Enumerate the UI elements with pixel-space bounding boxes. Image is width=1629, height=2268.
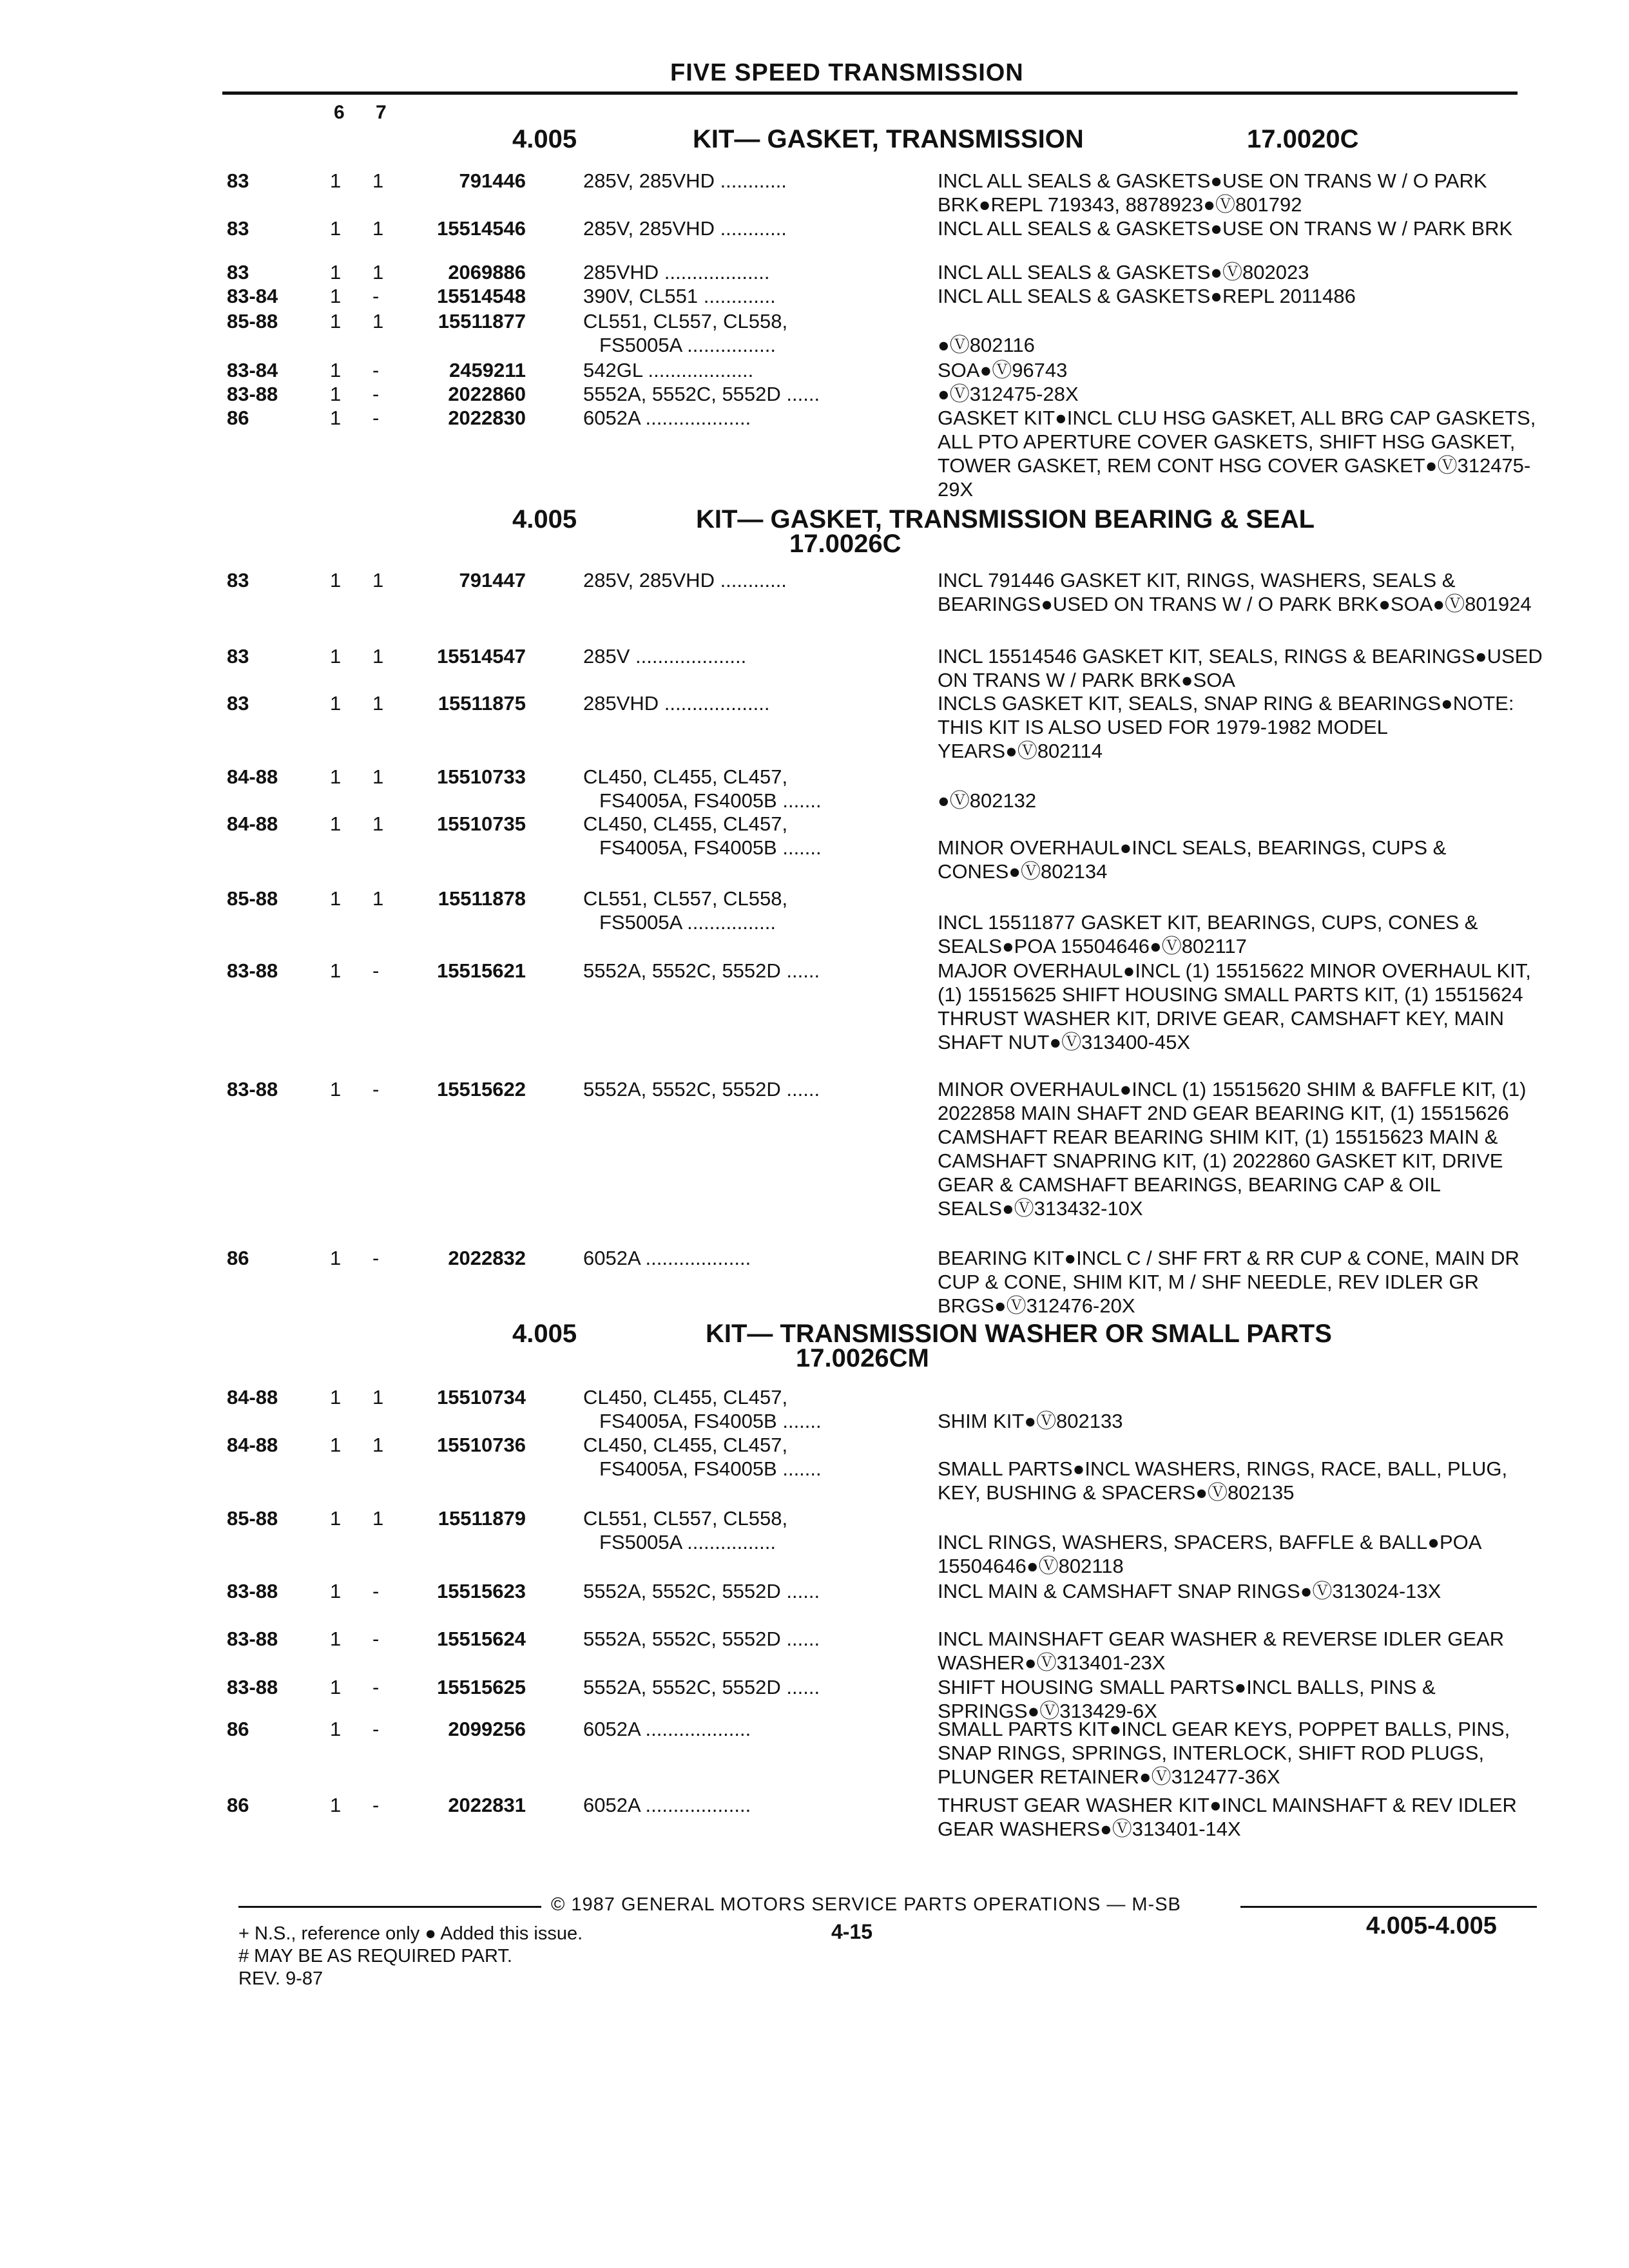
part-number: 2459211 [449,359,526,381]
model-year: 86 [227,1794,249,1816]
model-year: 85-88 [227,310,278,332]
quantity-marker: - [372,1580,380,1602]
page-title: FIVE SPEED TRANSMISSION [670,59,1024,86]
part-number: 15510736 [437,1434,526,1456]
quantity-marker: 1 [372,310,384,332]
quantity: 1 [330,1676,342,1698]
section-number: 4.005 [512,505,577,533]
model-year: 83 [227,569,249,591]
model-line: CL450, CL455, CL457, [583,812,788,835]
section-code: 17.0026CM [796,1344,929,1372]
quantity-marker: - [372,383,380,405]
part-description: INCLS GASKET KIT, SEALS, SNAP RING & BEARINGS●NOTE: THIS KIT IS ALSO USED FOR 1979-1982 MODEL YEARS●Ⓥ802114 [938,692,1514,762]
footer-rule-left [238,1906,541,1908]
model-line: CL450, CL455, CL457, [583,1386,788,1408]
part-description: SMALL PARTS●INCL WASHERS, RINGS, RACE, BALL, PLUG, KEY, BUSHING & SPACERS●Ⓥ802135 [938,1457,1508,1504]
part-number: 15515625 [437,1676,526,1698]
model-line: 5552A, 5552C, 5552D ...... [583,383,820,405]
part-number: 2069886 [448,261,526,284]
quantity: 1 [330,1507,342,1530]
part-number: 15511878 [438,887,526,910]
model-line: 5552A, 5552C, 5552D ...... [583,1628,820,1650]
model-year: 86 [227,1247,249,1269]
model-line: 5552A, 5552C, 5552D ...... [583,1676,820,1698]
quantity-marker: 1 [372,765,384,788]
quantity-marker: 1 [372,169,384,192]
quantity-marker: - [372,407,380,429]
quantity: 1 [330,217,342,240]
part-description: MINOR OVERHAUL●INCL SEALS, BEARINGS, CUPS & CONES●Ⓥ802134 [938,836,1447,883]
part-number: 15514548 [437,285,526,307]
quantity: 1 [330,959,342,982]
quantity: 1 [330,692,342,715]
model-line: 285VHD ................... [583,261,770,284]
part-description: INCL ALL SEALS & GASKETS●Ⓥ802023 [938,261,1309,284]
model-year: 83 [227,261,249,284]
model-year: 83-88 [227,383,278,405]
quantity-marker: - [372,1718,380,1740]
part-number: 15510733 [437,765,526,788]
quantity-marker: - [372,1078,380,1100]
section-title: KIT— TRANSMISSION WASHER OR SMALL PARTS [706,1320,1332,1348]
model-year: 83-84 [227,359,278,381]
quantity-marker: 1 [372,217,384,240]
part-number: 15510735 [437,812,526,835]
quantity-marker: - [372,1247,380,1269]
model-year: 83-88 [227,1676,278,1698]
model-line: 6052A ................... [583,1794,751,1816]
footer-note-required: # MAY BE AS REQUIRED PART. [238,1946,512,1966]
model-year: 83-88 [227,1078,278,1100]
model-line: CL551, CL557, CL558, [583,1507,788,1530]
quantity-marker: 1 [372,812,384,835]
part-description: MINOR OVERHAUL●INCL (1) 15515620 SHIM & BAFFLE KIT, (1) 2022858 MAIN SHAFT 2ND GEAR BEARING KIT, (1) 15515626 CAMSHAFT REAR BEARING SHIM KIT, (1) 15515623 MAIN & CAMSHAFT SNAPRING KIT, (1) 2022860 GASKET KIT, DRIVE GEAR & CAMSHAFT BEARINGS, BEARING CAP & OIL SEALS●Ⓥ313432-10X [938,1078,1527,1220]
part-number: 2099256 [448,1718,526,1740]
model-line: 285V, 285VHD ............ [583,169,787,192]
model-year: 83-88 [227,959,278,982]
model-line: FS5005A ................ [599,1531,776,1553]
part-description: SOA●Ⓥ96743 [938,359,1068,381]
part-number: 15515621 [437,959,526,982]
model-line: CL450, CL455, CL457, [583,765,788,788]
part-description: INCL MAINSHAFT GEAR WASHER & REVERSE IDLER GEAR WASHER●Ⓥ313401-23X [938,1628,1505,1674]
section-header [512,506,1543,558]
title-rule [222,91,1518,95]
quantity-marker: 1 [372,261,384,284]
footer-copyright: © 1987 GENERAL MOTORS SERVICE PARTS OPERATIONS — M-SB [551,1894,1181,1915]
part-number: 2022830 [448,407,526,429]
model-line: CL551, CL557, CL558, [583,310,788,332]
part-number: 15510734 [437,1386,526,1408]
model-year: 84-88 [227,765,278,788]
part-description: SHIM KIT●Ⓥ802133 [938,1410,1123,1432]
part-description: BEARING KIT●INCL C / SHF FRT & RR CUP & CONE, MAIN DR CUP & CONE, SHIM KIT, M / SHF NEEDLE, REV IDLER GR BRGS●Ⓥ312476-20X [938,1247,1519,1317]
part-description: ●Ⓥ802132 [938,789,1037,812]
part-number: 15511875 [438,692,526,715]
model-line: 285V, 285VHD ............ [583,569,787,591]
part-description: GASKET KIT●INCL CLU HSG GASKET, ALL BRG CAP GASKETS, ALL PTO APERTURE COVER GASKETS, SHIFT HSG GASKET, TOWER GASKET, REM CONT HSG COVER GASKET●Ⓥ312475-29X [938,407,1536,501]
quantity: 1 [330,765,342,788]
quantity-marker: 1 [372,1434,384,1456]
part-description: INCL ALL SEALS & GASKETS●USE ON TRANS W / O PARK BRK●REPL 719343, 8878923●Ⓥ801792 [938,169,1487,216]
model-line: 285V, 285VHD ............ [583,217,787,240]
part-number: 15515623 [437,1580,526,1602]
column-header-7: 7 [376,102,387,123]
quantity: 1 [330,285,342,307]
quantity: 1 [330,645,342,668]
part-description: INCL 15511877 GASKET KIT, BEARINGS, CUPS, CONES & SEALS●POA 15504646●Ⓥ802117 [938,911,1478,957]
quantity-marker: 1 [372,692,384,715]
model-line: 285V .................... [583,645,747,668]
model-line: FS4005A, FS4005B ....... [599,789,822,812]
part-number: 2022831 [448,1794,526,1816]
quantity-marker: - [372,285,380,307]
part-number: 15515624 [437,1628,526,1650]
part-description: INCL 15514546 GASKET KIT, SEALS, RINGS & BEARINGS●USED ON TRANS W / PARK BRK●SOA [938,645,1543,691]
part-number: 791446 [459,169,526,192]
quantity: 1 [330,359,342,381]
footer-rule-right [1240,1906,1537,1908]
model-line: 6052A ................... [583,1247,751,1269]
part-description: ●Ⓥ312475-28X [938,383,1079,405]
quantity: 1 [330,1078,342,1100]
section-code: 17.0020C [1247,125,1359,153]
model-line: FS4005A, FS4005B ....... [599,836,822,859]
model-line: FS4005A, FS4005B ....... [599,1410,822,1432]
part-description: MAJOR OVERHAUL●INCL (1) 15515622 MINOR OVERHAUL KIT, (1) 15515625 SHIFT HOUSING SMALL PARTS KIT, (1) 15515624 THRUST WASHER KIT, DRIVE GEAR, CAMSHAFT KEY, MAIN SHAFT NUT●Ⓥ313400-45X [938,959,1531,1053]
part-description: SMALL PARTS KIT●INCL GEAR KEYS, POPPET BALLS, PINS, SNAP RINGS, SPRINGS, INTERLOCK, SHIFT ROD PLUGS, PLUNGER RETAINER●Ⓥ312477-36X [938,1718,1510,1788]
quantity-marker: - [372,1794,380,1816]
footer-section-range: 4.005-4.005 [1366,1912,1497,1939]
part-description: INCL MAIN & CAMSHAFT SNAP RINGS●Ⓥ313024-13X [938,1580,1441,1602]
section-header [512,1321,1543,1372]
part-description: SHIFT HOUSING SMALL PARTS●INCL BALLS, PINS & SPRINGS●Ⓥ313429-6X [938,1676,1436,1722]
part-number: 15511877 [438,310,526,332]
quantity: 1 [330,1386,342,1408]
quantity: 1 [330,169,342,192]
section-code: 17.0026C [789,530,901,558]
model-year: 83-84 [227,285,278,307]
section-title: KIT— GASKET, TRANSMISSION [693,125,1084,153]
column-header-6: 6 [334,102,345,123]
quantity: 1 [330,383,342,405]
part-description: INCL 791446 GASKET KIT, RINGS, WASHERS, SEALS & BEARINGS●USED ON TRANS W / O PARK BRK●SOA●Ⓥ801924 [938,569,1532,615]
model-year: 85-88 [227,887,278,910]
model-line: CL551, CL557, CL558, [583,887,788,910]
model-line: FS5005A ................ [599,911,776,934]
model-year: 84-88 [227,1434,278,1456]
quantity-marker: - [372,1628,380,1650]
model-line: 6052A ................... [583,1718,751,1740]
model-year: 83 [227,692,249,715]
model-line: CL450, CL455, CL457, [583,1434,788,1456]
model-year: 84-88 [227,1386,278,1408]
footer-page-number: 4-15 [831,1920,873,1943]
quantity-marker: 1 [372,1507,384,1530]
model-line: 542GL ................... [583,359,754,381]
model-line: 285VHD ................... [583,692,770,715]
footer-revision: REV. 9-87 [238,1968,323,1989]
quantity-marker: - [372,359,380,381]
quantity-marker: 1 [372,1386,384,1408]
part-description: INCL RINGS, WASHERS, SPACERS, BAFFLE & BALL●POA 15504646●Ⓥ802118 [938,1531,1481,1577]
model-year: 84-88 [227,812,278,835]
quantity-marker: 1 [372,645,384,668]
quantity-marker: - [372,959,380,982]
model-year: 83 [227,645,249,668]
part-description: THRUST GEAR WASHER KIT●INCL MAINSHAFT & REV IDLER GEAR WASHERS●Ⓥ313401-14X [938,1794,1517,1840]
footer-note-ns: + N.S., reference only ● Added this issue. [238,1923,583,1944]
part-number: 15515622 [437,1078,526,1100]
model-line: 5552A, 5552C, 5552D ...... [583,959,820,982]
model-year: 83 [227,217,249,240]
model-year: 85-88 [227,1507,278,1530]
part-number: 2022860 [448,383,526,405]
section-title: KIT— GASKET, TRANSMISSION BEARING & SEAL [696,505,1315,533]
section-number: 4.005 [512,1320,577,1348]
part-description: ●Ⓥ802116 [938,334,1035,356]
quantity: 1 [330,1794,342,1816]
quantity: 1 [330,1580,342,1602]
quantity: 1 [330,887,342,910]
quantity: 1 [330,1247,342,1269]
section-header [512,126,1543,152]
part-number: 2022832 [448,1247,526,1269]
quantity: 1 [330,310,342,332]
model-year: 86 [227,1718,249,1740]
quantity: 1 [330,261,342,284]
model-line: 5552A, 5552C, 5552D ...... [583,1580,820,1602]
model-year: 86 [227,407,249,429]
part-number: 15511879 [438,1507,526,1530]
model-year: 83-88 [227,1580,278,1602]
model-line: FS4005A, FS4005B ....... [599,1457,822,1480]
quantity-marker: 1 [372,569,384,591]
model-line: 6052A ................... [583,407,751,429]
model-year: 83 [227,169,249,192]
quantity-marker: - [372,1676,380,1698]
quantity: 1 [330,1434,342,1456]
model-line: 5552A, 5552C, 5552D ...... [583,1078,820,1100]
part-number: 15514547 [437,645,526,668]
model-line: FS5005A ................ [599,334,776,356]
quantity: 1 [330,569,342,591]
model-line: 390V, CL551 ............. [583,285,776,307]
quantity: 1 [330,407,342,429]
quantity: 1 [330,812,342,835]
section-number: 4.005 [512,125,577,153]
part-number: 15514546 [437,217,526,240]
part-description: INCL ALL SEALS & GASKETS●USE ON TRANS W / PARK BRK [938,217,1513,240]
model-year: 83-88 [227,1628,278,1650]
quantity: 1 [330,1628,342,1650]
part-description: INCL ALL SEALS & GASKETS●REPL 2011486 [938,285,1356,307]
quantity-marker: 1 [372,887,384,910]
quantity: 1 [330,1718,342,1740]
part-number: 791447 [459,569,526,591]
